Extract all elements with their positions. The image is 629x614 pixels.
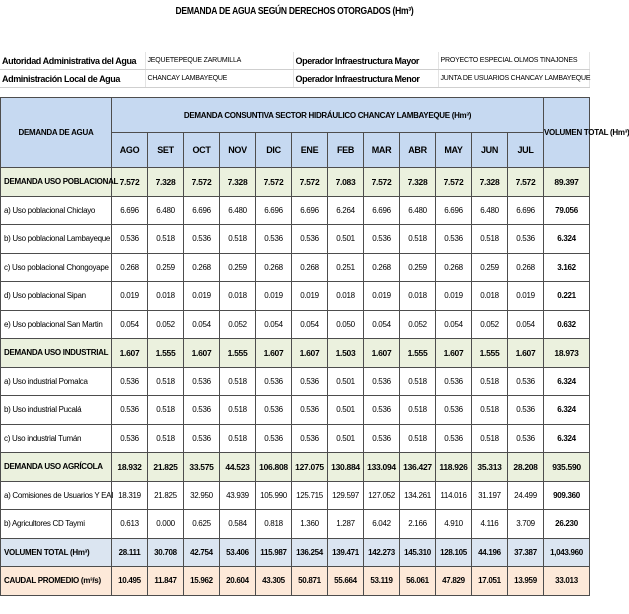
cell-dic: 0.536 — [256, 424, 292, 453]
cell-set: 0.518 — [148, 367, 184, 396]
cell-abr: 2.166 — [400, 510, 436, 539]
cell-total: 89.397 — [544, 168, 590, 197]
row-label: b) Uso poblacional Lambayeque — [1, 225, 112, 254]
month-header-dic: DIC — [256, 133, 292, 168]
cell-abr: 0.518 — [400, 367, 436, 396]
cell-abr: 0.518 — [400, 396, 436, 425]
cell-feb: 139.471 — [328, 538, 364, 567]
cell-nov: 7.328 — [220, 168, 256, 197]
cell-dic: 0.054 — [256, 310, 292, 339]
cell-jun: 7.328 — [472, 168, 508, 197]
cell-ago: 7.572 — [112, 168, 148, 197]
cell-nov: 43.939 — [220, 481, 256, 510]
cell-dic: 106.808 — [256, 453, 292, 482]
cell-feb: 0.018 — [328, 282, 364, 311]
cell-nov: 0.518 — [220, 424, 256, 453]
cell-total: 935.590 — [544, 453, 590, 482]
cell-jun: 4.116 — [472, 510, 508, 539]
demand-table — [0, 97, 629, 596]
table-row — [1, 282, 590, 311]
cell-jun: 44.196 — [472, 538, 508, 567]
cell-jun: 0.518 — [472, 367, 508, 396]
table-row — [1, 225, 590, 254]
cell-may: 4.910 — [436, 510, 472, 539]
cell-dic: 43.305 — [256, 567, 292, 596]
cell-nov: 0.518 — [220, 367, 256, 396]
cell-dic: 6.696 — [256, 196, 292, 225]
cell-mar: 0.536 — [364, 396, 400, 425]
month-header-ene: ENE — [292, 133, 328, 168]
table-row — [1, 339, 590, 368]
cell-oct: 1.607 — [184, 339, 220, 368]
cell-jul: 6.696 — [508, 196, 544, 225]
cell-set: 7.328 — [148, 168, 184, 197]
cell-mar: 0.268 — [364, 253, 400, 282]
cell-set: 6.480 — [148, 196, 184, 225]
month-header-mar: MAR — [364, 133, 400, 168]
table-body — [1, 168, 590, 596]
cell-dic: 105.990 — [256, 481, 292, 510]
cell-set: 21.825 — [148, 453, 184, 482]
cell-ene: 0.054 — [292, 310, 328, 339]
cell-total: 0.632 — [544, 310, 590, 339]
cell-mar: 0.019 — [364, 282, 400, 311]
cell-may: 47.829 — [436, 567, 472, 596]
cell-feb: 0.251 — [328, 253, 364, 282]
cell-jun: 1.555 — [472, 339, 508, 368]
cell-may: 0.536 — [436, 367, 472, 396]
table-row — [1, 424, 590, 453]
cell-may: 0.268 — [436, 253, 472, 282]
cell-total: 3.162 — [544, 253, 590, 282]
month-header-may: MAY — [436, 133, 472, 168]
cell-oct: 32.950 — [184, 481, 220, 510]
cell-oct: 15.962 — [184, 567, 220, 596]
cell-jul: 3.709 — [508, 510, 544, 539]
row-label: c) Uso poblacional Chongoyape — [1, 253, 112, 282]
authority-value: JEQUETEPEQUE ZARUMILLA — [145, 52, 293, 70]
cell-may: 1.607 — [436, 339, 472, 368]
cell-mar: 0.536 — [364, 225, 400, 254]
cell-ago: 28.111 — [112, 538, 148, 567]
cell-set: 0.518 — [148, 396, 184, 425]
cell-ago: 0.019 — [112, 282, 148, 311]
row-label: b) Uso industrial Pucalá — [1, 396, 112, 425]
cell-jun: 17.051 — [472, 567, 508, 596]
cell-mar: 6.042 — [364, 510, 400, 539]
cell-abr: 1.555 — [400, 339, 436, 368]
cell-may: 0.536 — [436, 424, 472, 453]
cell-may: 0.536 — [436, 396, 472, 425]
row-label: a) Uso industrial Pomalca — [1, 367, 112, 396]
cell-jul: 0.536 — [508, 367, 544, 396]
cell-nov: 1.555 — [220, 339, 256, 368]
cell-mar: 0.536 — [364, 367, 400, 396]
row-label: a) Uso poblacional Chiclayo — [1, 196, 112, 225]
cell-nov: 0.584 — [220, 510, 256, 539]
cell-jul: 0.536 — [508, 396, 544, 425]
month-header-ago: AGO — [112, 133, 148, 168]
month-header-jul: JUL — [508, 133, 544, 168]
cell-set: 0.518 — [148, 225, 184, 254]
cell-jul: 37.387 — [508, 538, 544, 567]
cell-oct: 0.268 — [184, 253, 220, 282]
local-admin-label: Administración Local de Agua — [0, 70, 145, 88]
cell-total: 33.013 — [544, 567, 590, 596]
month-header-nov: NOV — [220, 133, 256, 168]
row-label: VOLUMEN TOTAL (Hm³) — [1, 538, 112, 567]
local-admin-value: CHANCAY LAMBAYEQUE — [145, 70, 293, 88]
cell-nov: 20.604 — [220, 567, 256, 596]
cell-mar: 127.052 — [364, 481, 400, 510]
authority-label: Autoridad Administrativa del Agua — [0, 52, 145, 70]
cell-mar: 7.572 — [364, 168, 400, 197]
cell-feb: 0.501 — [328, 396, 364, 425]
cell-abr: 7.328 — [400, 168, 436, 197]
cell-dic: 0.268 — [256, 253, 292, 282]
cell-may: 0.019 — [436, 282, 472, 311]
cell-may: 7.572 — [436, 168, 472, 197]
metadata-row-2 — [0, 70, 589, 88]
cell-mar: 133.094 — [364, 453, 400, 482]
cell-feb: 1.503 — [328, 339, 364, 368]
cell-ene: 0.019 — [292, 282, 328, 311]
row-label: a) Comisiones de Usuarios Y EAI — [1, 481, 112, 510]
cell-ene: 0.536 — [292, 396, 328, 425]
cell-ene: 136.254 — [292, 538, 328, 567]
cell-ago: 1.607 — [112, 339, 148, 368]
cell-ago: 18.319 — [112, 481, 148, 510]
cell-feb: 0.501 — [328, 367, 364, 396]
cell-dic: 115.987 — [256, 538, 292, 567]
cell-set: 30.708 — [148, 538, 184, 567]
cell-nov: 0.518 — [220, 225, 256, 254]
cell-feb: 6.264 — [328, 196, 364, 225]
cell-ene: 6.696 — [292, 196, 328, 225]
cell-nov: 0.052 — [220, 310, 256, 339]
cell-nov: 6.480 — [220, 196, 256, 225]
cell-jul: 24.499 — [508, 481, 544, 510]
cell-mar: 6.696 — [364, 196, 400, 225]
cell-oct: 33.575 — [184, 453, 220, 482]
major-operator-value: PROYECTO ESPECIAL OLMOS TINAJONES — [438, 52, 589, 70]
cell-ene: 1.607 — [292, 339, 328, 368]
cell-dic: 0.818 — [256, 510, 292, 539]
cell-may: 6.696 — [436, 196, 472, 225]
cell-abr: 0.518 — [400, 225, 436, 254]
cell-feb: 0.501 — [328, 424, 364, 453]
cell-ago: 0.268 — [112, 253, 148, 282]
table-row — [1, 567, 590, 596]
cell-total: 26.230 — [544, 510, 590, 539]
cell-jun: 35.313 — [472, 453, 508, 482]
cell-feb: 130.884 — [328, 453, 364, 482]
cell-oct: 0.536 — [184, 225, 220, 254]
cell-total: 6.324 — [544, 225, 590, 254]
cell-set: 0.052 — [148, 310, 184, 339]
table-row — [1, 196, 590, 225]
cell-jun: 6.480 — [472, 196, 508, 225]
cell-ago: 0.536 — [112, 396, 148, 425]
cell-oct: 0.625 — [184, 510, 220, 539]
cell-total: 6.324 — [544, 367, 590, 396]
cell-ago: 0.613 — [112, 510, 148, 539]
cell-oct: 0.054 — [184, 310, 220, 339]
row-label: DEMANDA USO POBLACIONAL — [1, 168, 112, 197]
cell-total: 6.324 — [544, 424, 590, 453]
cell-dic: 0.536 — [256, 367, 292, 396]
cell-jun: 0.259 — [472, 253, 508, 282]
cell-set: 0.518 — [148, 424, 184, 453]
cell-set: 0.018 — [148, 282, 184, 311]
cell-jul: 7.572 — [508, 168, 544, 197]
cell-may: 0.536 — [436, 225, 472, 254]
cell-ene: 0.536 — [292, 424, 328, 453]
cell-feb: 7.083 — [328, 168, 364, 197]
cell-ene: 0.536 — [292, 367, 328, 396]
cell-abr: 136.427 — [400, 453, 436, 482]
cell-jul: 0.019 — [508, 282, 544, 311]
cell-abr: 0.259 — [400, 253, 436, 282]
cell-total: 79.056 — [544, 196, 590, 225]
row-label: c) Uso industrial Tumán — [1, 424, 112, 453]
cell-ago: 6.696 — [112, 196, 148, 225]
cell-abr: 0.518 — [400, 424, 436, 453]
cell-dic: 0.019 — [256, 282, 292, 311]
sheet-title: DEMANDA DE AGUA SEGÚN DERECHOS OTORGADOS (Hm³) — [175, 6, 414, 17]
cell-may: 128.105 — [436, 538, 472, 567]
cell-jul: 0.054 — [508, 310, 544, 339]
header-row-group — [1, 98, 590, 133]
table-row — [1, 168, 590, 197]
cell-dic: 1.607 — [256, 339, 292, 368]
cell-set: 21.825 — [148, 481, 184, 510]
cell-mar: 53.119 — [364, 567, 400, 596]
month-header-oct: OCT — [184, 133, 220, 168]
minor-operator-value: JUNTA DE USUARIOS CHANCAY LAMBAYEQUE — [438, 70, 589, 88]
major-operator-label: Operador Infraestructura Mayor — [293, 52, 438, 70]
consumptive-demand-header: DEMANDA CONSUNTIVA SECTOR HIDRÁULICO CHANCAY LAMBAYEQUE (Hm³) — [112, 98, 544, 133]
cell-oct: 0.536 — [184, 367, 220, 396]
cell-oct: 0.536 — [184, 396, 220, 425]
table-row — [1, 510, 590, 539]
cell-total: 6.324 — [544, 396, 590, 425]
cell-jun: 31.197 — [472, 481, 508, 510]
cell-set: 11.847 — [148, 567, 184, 596]
cell-set: 0.000 — [148, 510, 184, 539]
cell-ene: 7.572 — [292, 168, 328, 197]
cell-jul: 0.268 — [508, 253, 544, 282]
cell-jun: 0.518 — [472, 424, 508, 453]
cell-ene: 0.536 — [292, 225, 328, 254]
cell-abr: 6.480 — [400, 196, 436, 225]
cell-jul: 1.607 — [508, 339, 544, 368]
cell-oct: 0.536 — [184, 424, 220, 453]
table-row — [1, 453, 590, 482]
metadata-row-1 — [0, 52, 589, 70]
cell-feb: 0.501 — [328, 225, 364, 254]
table-row — [1, 367, 590, 396]
table-row — [1, 253, 590, 282]
month-header-jun: JUN — [472, 133, 508, 168]
cell-ago: 0.536 — [112, 367, 148, 396]
cell-nov: 53.406 — [220, 538, 256, 567]
cell-jul: 0.536 — [508, 424, 544, 453]
cell-total: 909.360 — [544, 481, 590, 510]
cell-dic: 0.536 — [256, 396, 292, 425]
cell-mar: 0.054 — [364, 310, 400, 339]
table-row — [1, 396, 590, 425]
cell-feb: 0.050 — [328, 310, 364, 339]
cell-mar: 142.273 — [364, 538, 400, 567]
cell-may: 0.054 — [436, 310, 472, 339]
cell-jul: 28.208 — [508, 453, 544, 482]
cell-ago: 18.932 — [112, 453, 148, 482]
minor-operator-label: Operador Infraestructura Menor — [293, 70, 438, 88]
cell-jun: 0.052 — [472, 310, 508, 339]
cell-ene: 0.268 — [292, 253, 328, 282]
row-label: CAUDAL PROMEDIO (m³/s) — [1, 567, 112, 596]
demand-column-header: DEMANDA DE AGUA — [1, 98, 112, 168]
cell-feb: 55.664 — [328, 567, 364, 596]
cell-may: 118.926 — [436, 453, 472, 482]
cell-nov: 44.523 — [220, 453, 256, 482]
cell-ene: 50.871 — [292, 567, 328, 596]
month-header-feb: FEB — [328, 133, 364, 168]
cell-set: 0.259 — [148, 253, 184, 282]
cell-total: 1,043.960 — [544, 538, 590, 567]
cell-ago: 0.536 — [112, 424, 148, 453]
cell-feb: 1.287 — [328, 510, 364, 539]
row-label: DEMANDA USO AGRÍCOLA — [1, 453, 112, 482]
cell-ago: 0.054 — [112, 310, 148, 339]
cell-jun: 0.518 — [472, 225, 508, 254]
cell-dic: 0.536 — [256, 225, 292, 254]
table-row — [1, 538, 590, 567]
cell-abr: 145.310 — [400, 538, 436, 567]
cell-dic: 7.572 — [256, 168, 292, 197]
cell-oct: 7.572 — [184, 168, 220, 197]
cell-nov: 0.018 — [220, 282, 256, 311]
cell-abr: 56.061 — [400, 567, 436, 596]
metadata-table — [0, 52, 590, 88]
row-label: d) Uso poblacional Sipan — [1, 282, 112, 311]
cell-ene: 125.715 — [292, 481, 328, 510]
cell-total: 18.973 — [544, 339, 590, 368]
cell-nov: 0.518 — [220, 396, 256, 425]
cell-total: 0.221 — [544, 282, 590, 311]
cell-set: 1.555 — [148, 339, 184, 368]
cell-oct: 0.019 — [184, 282, 220, 311]
cell-oct: 42.754 — [184, 538, 220, 567]
row-label: DEMANDA USO INDUSTRIAL — [1, 339, 112, 368]
month-header-abr: ABR — [400, 133, 436, 168]
cell-may: 114.016 — [436, 481, 472, 510]
month-header-set: SET — [148, 133, 184, 168]
table-row — [1, 481, 590, 510]
cell-abr: 134.261 — [400, 481, 436, 510]
row-label: b) Agricultores CD Taymi — [1, 510, 112, 539]
cell-jul: 13.959 — [508, 567, 544, 596]
cell-nov: 0.259 — [220, 253, 256, 282]
table-row — [1, 310, 590, 339]
row-label: e) Uso poblacional San Martin — [1, 310, 112, 339]
cell-jun: 0.018 — [472, 282, 508, 311]
total-volume-header: VOLUMEN TOTAL (Hm³) — [544, 98, 590, 168]
cell-abr: 0.018 — [400, 282, 436, 311]
cell-abr: 0.052 — [400, 310, 436, 339]
cell-jul: 0.536 — [508, 225, 544, 254]
cell-oct: 6.696 — [184, 196, 220, 225]
cell-mar: 0.536 — [364, 424, 400, 453]
cell-jun: 0.518 — [472, 396, 508, 425]
cell-ene: 1.360 — [292, 510, 328, 539]
cell-feb: 129.597 — [328, 481, 364, 510]
cell-ago: 0.536 — [112, 225, 148, 254]
cell-mar: 1.607 — [364, 339, 400, 368]
cell-ene: 127.075 — [292, 453, 328, 482]
cell-ago: 10.495 — [112, 567, 148, 596]
